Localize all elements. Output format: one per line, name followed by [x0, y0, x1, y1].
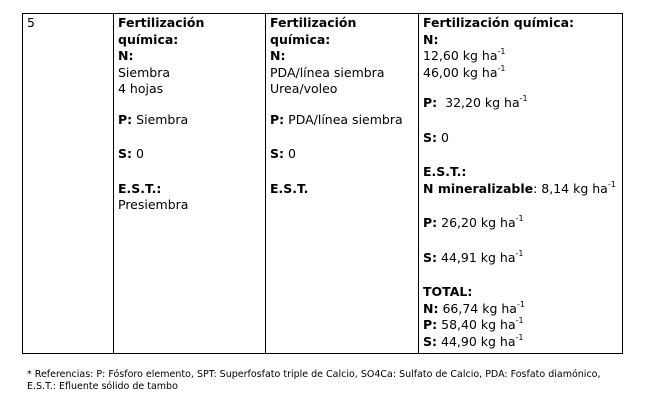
col2-p-value: PDA/línea siembra [288, 111, 403, 127]
col3-n-line-2 [423, 65, 618, 82]
col3-n-line-1 [423, 48, 618, 65]
col3-cell [419, 14, 623, 354]
col3-total-n-label: N: [423, 300, 439, 316]
col3-s-label: S: [423, 129, 438, 145]
col2-p-label: P: [270, 111, 285, 127]
col3-total-s-label: S: [423, 333, 438, 349]
col2-n-line-2: Urea/voleo [270, 81, 338, 96]
exponent: -1 [515, 214, 524, 223]
col3-est-label: E.S.T.: [423, 164, 467, 179]
col1-est-label: E.S.T.: [118, 180, 162, 196]
exponent: -1 [516, 299, 525, 309]
col1-s-row [118, 146, 261, 163]
col1-cell [114, 14, 266, 354]
col3-n-value-1: 12,60 kg ha [423, 48, 498, 63]
col2-cell [266, 14, 419, 354]
col2-s-row [270, 146, 414, 163]
col3-p-value: 32,20 kg ha [445, 95, 520, 110]
col2-n-line-1: PDA/línea siembra [270, 64, 385, 80]
col3-s-value: 0 [441, 129, 449, 145]
col3-s-row [423, 130, 618, 147]
col1-n-line-1: Siembra [118, 64, 171, 80]
col1-est-value: Presiembra [118, 197, 189, 212]
col3-p-label: P: [423, 95, 438, 110]
col1-s-value: 0 [136, 146, 144, 161]
footnote-line-2: E.S.T.: Efluente sólido de tambo [27, 381, 178, 392]
exponent: -1 [515, 332, 524, 342]
col3-total-s-row [423, 334, 618, 351]
col3-total-s-value: 44,90 kg ha [441, 333, 516, 349]
exponent: -1 [515, 316, 524, 325]
col2-heading: Fertilización química: [270, 15, 357, 47]
exponent: -1 [519, 94, 528, 103]
col1-n-label: N: [118, 48, 134, 63]
footnote [27, 369, 627, 393]
col1-p-row [118, 112, 261, 129]
col2-p-row [270, 112, 414, 129]
exponent: -1 [515, 248, 524, 258]
col3-total-p-label: P: [423, 317, 438, 332]
col2-n-label: N: [270, 48, 286, 63]
col2-s-label: S: [270, 146, 285, 161]
col3-nmin-label: N mineralizable [423, 180, 534, 196]
col3-est-s-value: 44,91 kg ha [441, 249, 516, 265]
col1-s-label: S: [118, 146, 133, 161]
col1-heading: Fertilización química: [118, 15, 205, 47]
col3-total-p-value: 58,40 kg ha [441, 317, 516, 332]
col3-est-p-row [423, 215, 618, 232]
col3-est-p-label: P: [423, 215, 438, 230]
exponent: -1 [607, 179, 616, 189]
col3-est-s-row [423, 250, 618, 267]
fertilization-table [22, 13, 623, 354]
col1-n-line-2: 4 hojas [118, 81, 164, 96]
col3-total-n-value: 66,74 kg ha [442, 300, 517, 316]
col3-n-label: N: [423, 31, 439, 47]
col2-s-value: 0 [288, 146, 296, 161]
col1-p-value: Siembra [136, 111, 189, 127]
footnote-line-1: * Referencias: P: Fósforo elemento, SPT: Superfosfato triple de Calcio, SO4Ca: Sulfato de Calcio, PDA: Fosfato diamónico, [27, 369, 601, 380]
col3-est-s-label: S: [423, 249, 438, 265]
col3-p-row [423, 95, 618, 112]
col3-total-label: TOTAL: [423, 284, 473, 299]
row-number: 5 [27, 15, 35, 30]
col3-total-p-row [423, 317, 618, 334]
table-row [23, 14, 623, 354]
col3-nmin-row [423, 181, 618, 198]
exponent: -1 [497, 47, 506, 56]
col3-nmin-value: : 8,14 kg ha [533, 180, 608, 196]
col2-est-label: E.S.T. [270, 180, 309, 196]
row-number-cell [23, 14, 114, 354]
col3-heading: Fertilización química: [423, 15, 575, 30]
col3-est-p-value: 26,20 kg ha [441, 215, 516, 230]
exponent: -1 [497, 63, 506, 73]
col1-p-label: P: [118, 111, 133, 127]
col3-total-n-row [423, 301, 618, 318]
col3-n-value-2: 46,00 kg ha [423, 64, 498, 80]
